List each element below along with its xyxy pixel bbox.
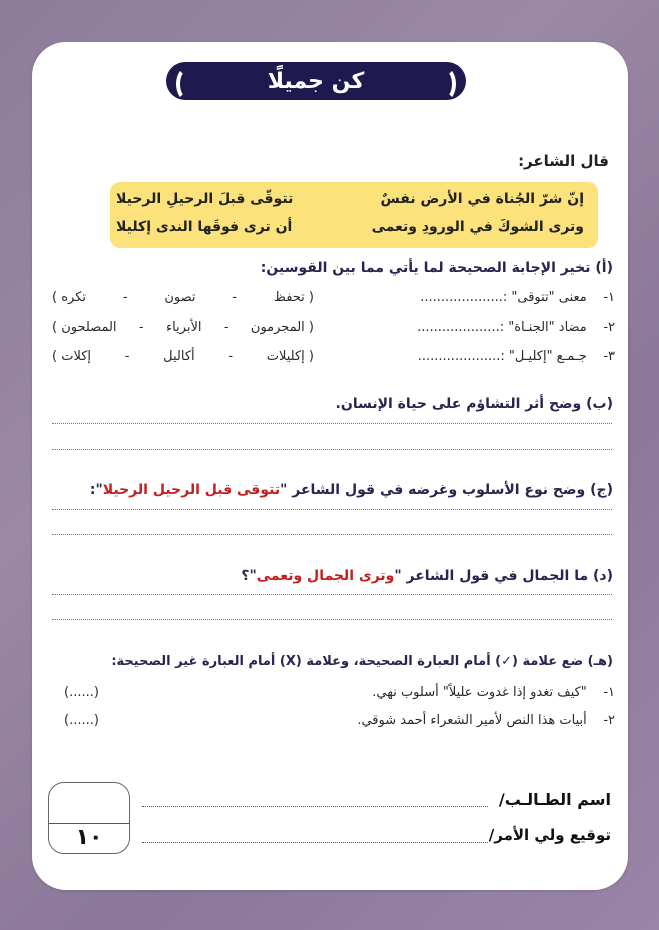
- item-number: ١-: [603, 685, 615, 700]
- title-banner: [166, 62, 466, 100]
- total-score: ١٠: [75, 825, 103, 850]
- guardian-signature-label: توقيع ولي الأمر/: [488, 826, 611, 844]
- verse-2-first-hemistich: وترى الشوكَ في الورودِ وتعمى: [371, 219, 584, 235]
- choice[interactable]: ( المجرمون: [250, 320, 314, 335]
- heading-text: ":: [89, 482, 103, 498]
- verse-2-second-hemistich: أن ترى فوقَها الندى إكليلا: [116, 219, 293, 235]
- right-bracket-icon: [434, 67, 456, 101]
- item-number: ١-: [603, 290, 615, 305]
- separator: -: [223, 320, 229, 335]
- separator: -: [228, 349, 234, 364]
- answer-line[interactable]: [52, 534, 612, 535]
- student-name-field[interactable]: [142, 806, 488, 807]
- choice[interactable]: أكاليل: [163, 349, 195, 364]
- choice[interactable]: الأبرياء: [165, 320, 202, 335]
- item-number: ٢-: [603, 713, 615, 728]
- item-prompt[interactable]: جـمـع "إكليـل" :....................: [417, 349, 587, 364]
- heading-text: "؟: [241, 568, 257, 584]
- section-a-heading: (أ) تخير الإجابة الصحيحة لما يأتي مما بين القوسين:: [260, 260, 613, 276]
- item-prompt[interactable]: معنى "تتوقى" :....................: [420, 290, 587, 305]
- section-e-item-2: [357, 713, 615, 728]
- item-text: "كيف تغدو إذا غدوت عليلاً" أسلوب نهي.: [372, 685, 587, 700]
- quote-highlight: تتوقى قبل الرحيل الرحيلا: [102, 482, 281, 498]
- separator: -: [138, 320, 144, 335]
- answer-line[interactable]: [52, 619, 612, 620]
- answer-blank[interactable]: (......): [64, 685, 99, 700]
- guardian-signature-field[interactable]: [142, 842, 488, 843]
- section-a-item-3-choices: [52, 349, 314, 364]
- score-box: [48, 782, 130, 854]
- heading-text: (د) ما الجمال في قول الشاعر ": [394, 568, 613, 584]
- choice[interactable]: تكره ): [52, 290, 87, 305]
- verse-1-first-hemistich: إنّ شرّ الجُناة في الأرض نفسٌ: [380, 191, 584, 207]
- section-e-item-1: [372, 685, 615, 700]
- separator: -: [124, 349, 130, 364]
- section-b-heading: (ب) وضح أثر التشاؤم على حياة الإنسان.: [335, 396, 613, 412]
- answer-blank[interactable]: (......): [64, 713, 99, 728]
- poet-label: قال الشاعر:: [518, 152, 609, 170]
- separator: -: [232, 290, 238, 305]
- section-a-item-1: [420, 290, 615, 305]
- choice[interactable]: إكلات ): [52, 349, 92, 364]
- item-number: ٣-: [603, 349, 615, 364]
- section-d-heading: [241, 568, 613, 584]
- heading-text: (ج) وضح نوع الأسلوب وغرضه في قول الشاعر ": [280, 482, 613, 498]
- section-a-item-3: [418, 349, 615, 364]
- item-text: أبيات هذا النص لأمير الشعراء أحمد شوقي.: [357, 713, 587, 728]
- section-a-item-2-choices: [52, 320, 314, 335]
- section-c-heading: [90, 482, 613, 498]
- poem-box: [110, 182, 598, 248]
- page-title: كن جميلًا: [267, 68, 365, 94]
- score-divider: [49, 823, 129, 824]
- answer-line[interactable]: [52, 423, 612, 424]
- choice[interactable]: تصون: [164, 290, 196, 305]
- separator: -: [122, 290, 128, 305]
- answer-line[interactable]: [52, 449, 612, 450]
- student-name-label: اسم الطـالـب/: [498, 790, 611, 809]
- choice[interactable]: ( تحفظ: [273, 290, 314, 305]
- answer-line[interactable]: [52, 594, 612, 595]
- quote-highlight: وترى الجمال وتعمى: [256, 568, 395, 584]
- item-prompt[interactable]: مضاد "الجنـاة" :....................: [417, 320, 587, 335]
- section-a-item-1-choices: [52, 290, 314, 305]
- section-a-item-2: [417, 320, 615, 335]
- answer-line[interactable]: [52, 509, 612, 510]
- choice[interactable]: المصلحون ): [52, 320, 117, 335]
- choice[interactable]: ( إكليلات: [266, 349, 314, 364]
- item-number: ٢-: [603, 320, 615, 335]
- left-bracket-icon: [176, 67, 198, 101]
- verse-1-second-hemistich: تتوقّى قبلَ الرحيلِ الرحيلا: [116, 191, 294, 207]
- section-e-heading: (هـ) ضع علامة (✓) أمام العبارة الصحيحة، وعلامة (X) أمام العبارة غير الصحيحة:: [111, 654, 613, 669]
